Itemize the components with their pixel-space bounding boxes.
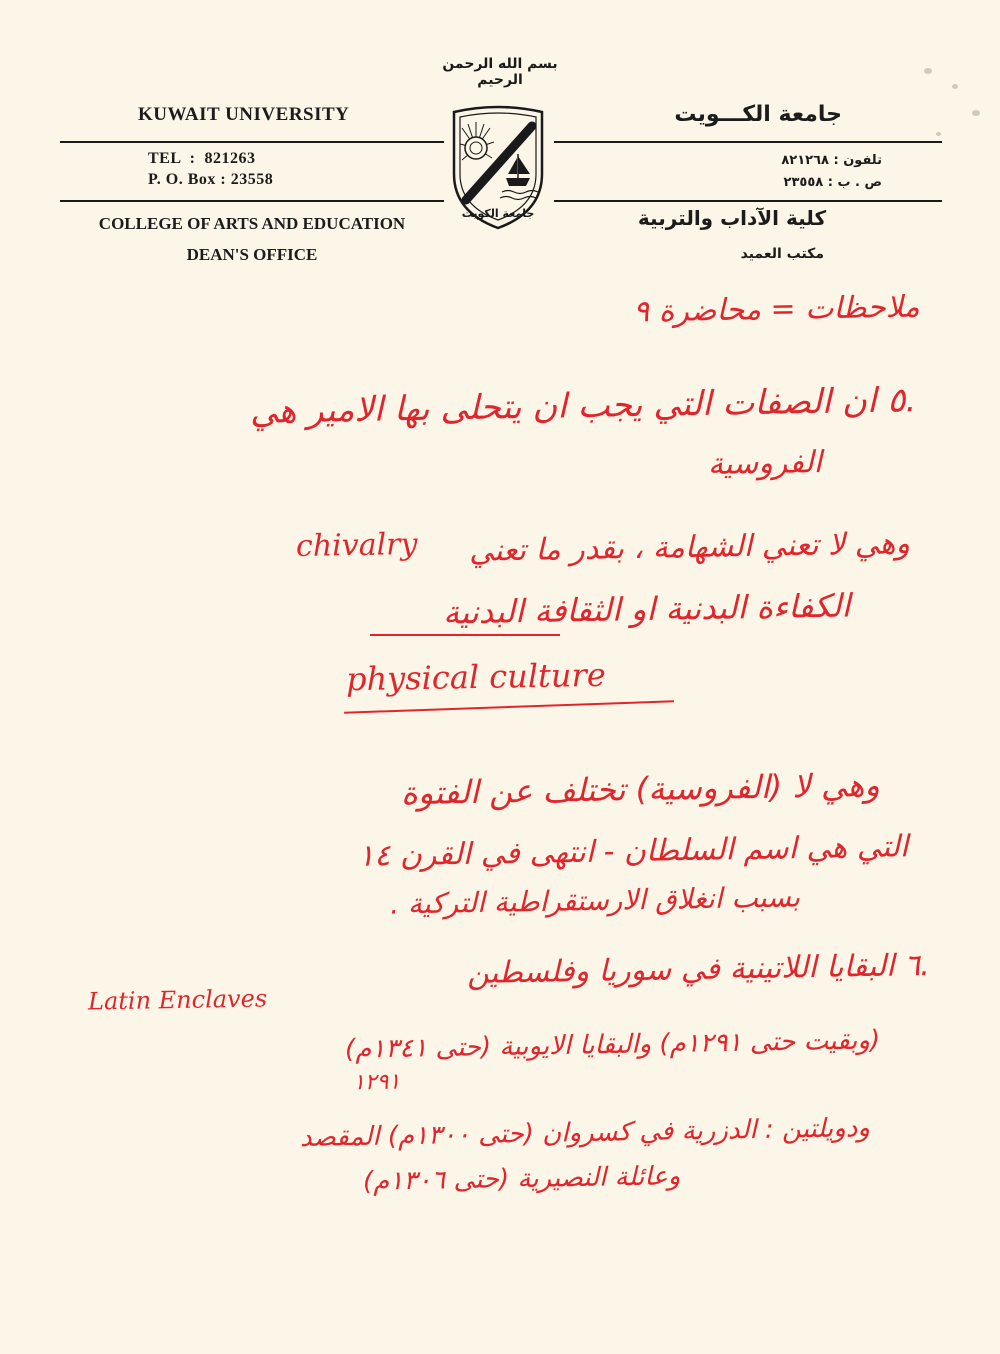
paper-speck bbox=[952, 84, 958, 89]
crest-caption: جامعة الكويت bbox=[461, 207, 535, 220]
item5-line4: الكفاءة البدنية او الثقافة البدنية bbox=[442, 586, 851, 632]
header-rule-right bbox=[554, 141, 942, 143]
college-name-en: COLLEGE OF ARTS AND EDUCATION bbox=[98, 214, 406, 233]
notes-heading: ملاحظات = محاضرة ٩ bbox=[633, 289, 921, 330]
college-block-en bbox=[60, 208, 444, 270]
contact-block-ar bbox=[781, 150, 882, 194]
paper-speck bbox=[924, 68, 932, 74]
telephone-en: TEL : 821263 bbox=[148, 150, 256, 167]
contact-block-en bbox=[148, 148, 273, 190]
header-rule-left bbox=[60, 141, 444, 143]
item5-line8: بسبب انغلاق الارستقراطية التركية . bbox=[389, 880, 801, 921]
paper-speck bbox=[936, 132, 941, 136]
university-name-ar: جامعة الكـــويت bbox=[674, 102, 842, 127]
item5-line3: وهي لا تعني الشهامة ، بقدر ما تعني bbox=[468, 526, 911, 569]
item5-line2: الفروسية bbox=[707, 445, 823, 482]
emphasis-underline bbox=[344, 700, 674, 714]
item5-line5: physical culture bbox=[345, 655, 607, 699]
item6-line1: .٦ البقايا اللاتينية في سوريا وفلسطين bbox=[467, 947, 931, 992]
header-rule-left-lower bbox=[60, 200, 444, 202]
paper-speck bbox=[972, 110, 980, 116]
dean-office-ar: مكتب العميد bbox=[740, 246, 824, 262]
item6-line2-number: ١٢٩١ bbox=[352, 1069, 401, 1096]
emphasis-underline bbox=[370, 634, 560, 636]
university-crest-logo bbox=[446, 104, 550, 232]
college-name-ar: كلية الآداب والتربية bbox=[637, 206, 827, 230]
dean-office-en: DEAN'S OFFICE bbox=[186, 245, 318, 264]
item5-english-term: chivalry bbox=[295, 526, 418, 565]
header-rule-right-lower bbox=[554, 200, 942, 202]
item5-line1: .٥ ان الصفات التي يجب ان يتحلى بها الامير هي bbox=[249, 380, 917, 432]
item6-line2: (وبقيت حتى ١٢٩١م) والبقايا الايوبية (حتى ١٣٤١م) bbox=[344, 1025, 881, 1065]
item5-line7: التي هي اسم السلطان - انتهى في القرن ١٤ bbox=[357, 829, 909, 874]
po-box-ar: ص . ب : ٢٣٥٥٨ bbox=[783, 175, 882, 190]
basmala: بسم الله الرحمن الرحيم bbox=[442, 56, 558, 88]
university-name-en: KUWAIT UNIVERSITY bbox=[138, 104, 350, 125]
po-box-en: P. O. Box : 23558 bbox=[148, 171, 274, 188]
item6-english-term: Latin Enclaves bbox=[87, 984, 268, 1016]
item6-line4: وعائلة النصيرية (حتى ١٣٠٦م) bbox=[362, 1161, 681, 1197]
telephone-ar: تلفون : ٨٢١٢٦٨ bbox=[781, 153, 882, 168]
item5-line6: وهي لا (الفروسية) تختلف عن الفتوة bbox=[400, 765, 881, 813]
item6-line3: ودويلتين : الدزرية في كسروان (حتى ١٣٠٠م) المقصد bbox=[299, 1113, 871, 1153]
